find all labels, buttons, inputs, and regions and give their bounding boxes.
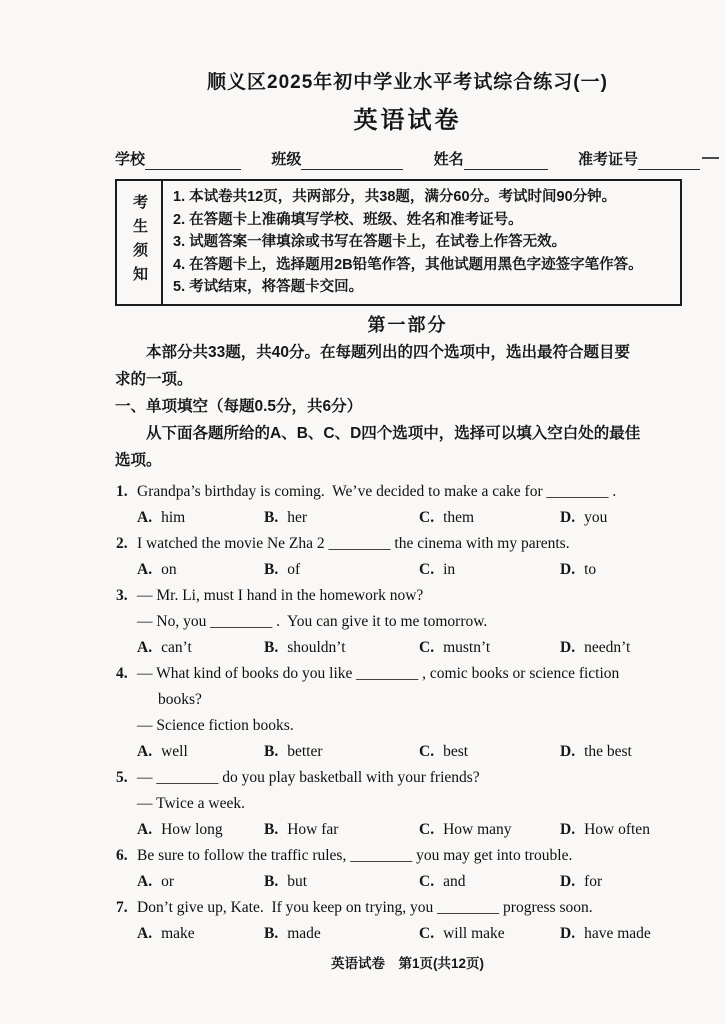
options-row: [137, 557, 715, 583]
option-b: B. better: [264, 742, 323, 760]
paper-title: 英语试卷: [353, 107, 462, 134]
part-one-heading: 第一部分: [367, 314, 448, 335]
option-d: D. needn’t: [560, 638, 631, 656]
option-a: A. make: [137, 924, 195, 942]
question-7: [115, 895, 715, 947]
option-a: A. can’t: [137, 638, 192, 656]
options-row: [137, 921, 715, 947]
question-text: — Science fiction books.: [137, 716, 294, 734]
options-row: [137, 505, 715, 531]
question-2: [115, 531, 715, 583]
question-number: 2.: [116, 534, 128, 552]
question-text: Be sure to follow the traffic rules, ________ you may get into trouble.: [137, 846, 573, 864]
question-number: 3.: [116, 586, 128, 604]
option-c: C. How many: [419, 820, 512, 838]
question-number: 5.: [116, 768, 128, 786]
question-text: — Twice a week.: [137, 794, 245, 812]
option-a: A. How long: [137, 820, 223, 838]
exam-number-field: [578, 150, 700, 170]
question-number: 4.: [116, 664, 128, 682]
class-blank-line: [301, 152, 403, 170]
scan-artifact-dash: [702, 157, 719, 159]
option-a: A. on: [137, 560, 177, 578]
question-text: Don’t give up, Kate. If you keep on trying, you ________ progress soon.: [137, 898, 593, 916]
option-a: A. well: [137, 742, 188, 760]
notice-side-label: 考生须知: [131, 194, 148, 291]
part-one-intro: 本部分共33题，共40分。在每题列出的四个选项中，选出最符合题目要: [146, 343, 630, 361]
question-text: Grandpa’s birthday is coming. We’ve decided to make a cake for ________ .: [137, 482, 617, 500]
question-3: [115, 583, 715, 661]
question-number: 1.: [116, 482, 128, 500]
option-d: D. for: [560, 872, 603, 890]
exam-number-label: 准考证号: [577, 151, 638, 168]
question-text: — Mr. Li, must I hand in the homework now?: [137, 586, 424, 604]
option-c: C. will make: [419, 924, 505, 942]
name-blank-line: [464, 152, 548, 170]
option-d: D. How often: [560, 820, 650, 838]
question-5: [115, 765, 715, 843]
notice-item: 2. 在答题卡上准确填写学校、班级、姓名和准考证号。: [173, 211, 523, 228]
question-number: 6.: [116, 846, 128, 864]
option-b: B. How far: [264, 820, 339, 838]
question-4: [115, 661, 715, 765]
option-c: C. mustn’t: [419, 638, 491, 656]
question-6: [115, 843, 715, 895]
option-d: D. you: [560, 508, 608, 526]
school-blank-line: [145, 152, 241, 170]
class-field: [271, 150, 403, 170]
question-text: — No, you ________ . You can give it to me tomorrow.: [137, 612, 488, 630]
notice-item: 1. 本试卷共12页，共两部分，共38题，满分60分。考试时间90分钟。: [173, 189, 617, 205]
options-row: [137, 869, 715, 895]
candidate-notice-box: [115, 179, 682, 306]
notice-item: 4. 在答题卡上，选择题用2B铅笔作答，其他试题用黑色字迹签字笔作答。: [173, 256, 643, 273]
option-c: C. best: [419, 742, 469, 760]
options-row: [137, 817, 715, 843]
question-number: 7.: [116, 898, 128, 916]
option-b: B. her: [264, 508, 308, 526]
option-b: B. but: [264, 872, 308, 890]
notice-item: 5. 考试结束，将答题卡交回。: [173, 279, 364, 295]
exam-number-blank-line: [638, 152, 700, 170]
options-row: [137, 635, 715, 661]
section-one-heading: 一、单项填空（每题0.5分，共6分）: [115, 397, 363, 415]
option-c: C. in: [419, 560, 456, 578]
question-text: — What kind of books do you like ________ , comic books or science fiction: [137, 664, 620, 682]
class-label: 班级: [271, 151, 302, 168]
exam-title: 顺义区2025年初中学业水平考试综合练习(一): [207, 72, 608, 93]
option-d: D. have made: [560, 924, 651, 942]
notice-item: 3. 试题答案一律填涂或书写在答题卡上，在试卷上作答无效。: [173, 234, 567, 250]
name-field: [434, 150, 548, 170]
option-c: C. and: [419, 872, 466, 890]
question-list: [115, 479, 715, 947]
school-field: [115, 150, 241, 170]
name-label: 姓名: [433, 151, 464, 168]
option-b: B. shouldn’t: [264, 638, 346, 656]
question-text: I watched the movie Ne Zha 2 ________ the cinema with my parents.: [137, 534, 570, 552]
options-row: [137, 739, 715, 765]
option-d: D. to: [560, 560, 597, 578]
option-b: B. of: [264, 560, 301, 578]
option-d: D. the best: [560, 742, 632, 760]
section-one-instruction-cont: 选项。: [115, 451, 162, 469]
notice-side-cell: [117, 181, 163, 304]
option-b: B. made: [264, 924, 321, 942]
section-one-instruction: 从下面各题所给的A、B、C、D四个选项中，选择可以填入空白处的最佳: [146, 424, 641, 442]
question-text: — ________ do you play basketball with your friends?: [137, 768, 480, 786]
question-text: books?: [158, 690, 202, 708]
question-1: [115, 479, 715, 531]
page-footer: 英语试卷 第1页(共12页): [330, 955, 484, 971]
option-a: A. him: [137, 508, 186, 526]
notice-body: [163, 181, 680, 304]
student-info-row: [115, 150, 700, 170]
school-label: 学校: [115, 151, 146, 168]
part-one-intro-cont: 求的一项。: [115, 370, 193, 388]
option-a: A. or: [137, 872, 174, 890]
option-c: C. them: [419, 508, 475, 526]
